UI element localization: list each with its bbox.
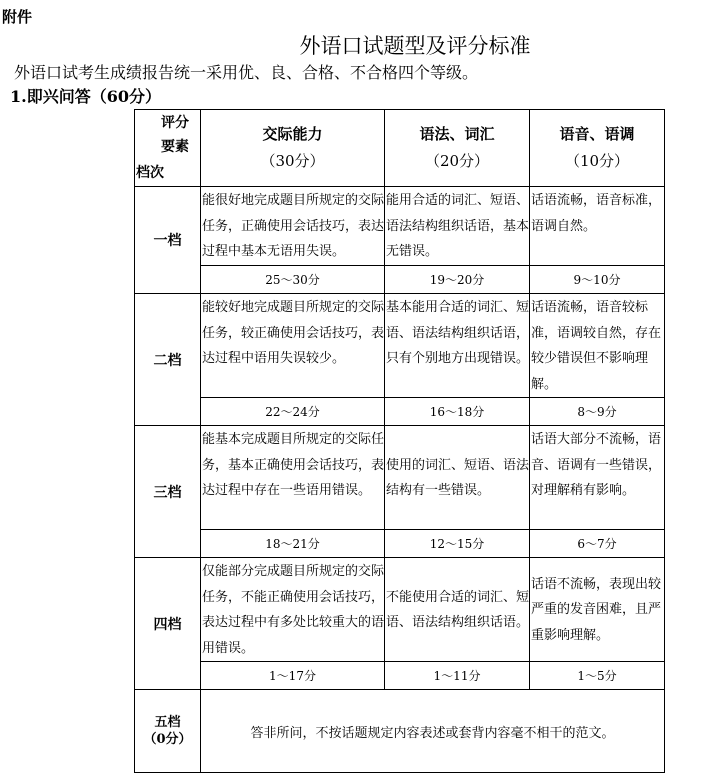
score-range: 22～24分 bbox=[201, 398, 385, 426]
level-5-cell bbox=[135, 690, 201, 773]
score-range: 25～30分 bbox=[201, 266, 385, 294]
criteria-cell: 话语不流畅，表现出较严重的发音困难，且严重影响理解。 bbox=[530, 558, 665, 662]
score-row bbox=[135, 662, 665, 690]
table-row bbox=[135, 690, 665, 773]
criteria-cell: 能较好地完成题目所规定的交际任务，较正确使用会话技巧，表达过程中语用失误较少。 bbox=[201, 294, 385, 398]
level-5-description: 答非所问，不按话题规定内容表述或套背内容毫不相干的范文。 bbox=[201, 690, 665, 773]
column-header-name: 语音、语调 bbox=[559, 125, 635, 143]
section-heading: 1.即兴问答（60分） bbox=[10, 87, 161, 106]
column-header-points: （30分） bbox=[260, 152, 325, 170]
column-header-points: （20分） bbox=[424, 152, 490, 170]
criteria-cell: 话语流畅，语音标准，语调自然。 bbox=[530, 187, 665, 266]
criteria-cell: 基本能用合适的词汇、短语、语法结构组织话语，只有个别地方出现错误。 bbox=[385, 294, 530, 398]
score-row bbox=[135, 398, 665, 426]
corner-label-level: 档次 bbox=[136, 165, 164, 181]
score-range: 16～18分 bbox=[385, 398, 530, 426]
score-range: 12～15分 bbox=[385, 530, 530, 558]
criteria-cell: 使用的词汇、短语、语法结构有一些错误。 bbox=[385, 426, 530, 530]
table-row bbox=[135, 426, 665, 530]
score-range: 18～21分 bbox=[201, 530, 385, 558]
level-label: 四档 bbox=[135, 558, 201, 690]
column-header-grammar bbox=[385, 110, 530, 187]
intro-text: 外语口试考生成绩报告统一采用优、良、合格、不合格四个等级。 bbox=[14, 63, 479, 82]
attachment-label: 附件 bbox=[2, 8, 33, 26]
column-header-pronunciation bbox=[530, 110, 665, 187]
criteria-cell: 仅能部分完成题目所规定的交际任务，不能正确使用会话技巧，表达过程中有多处比较重大的语用错误。 bbox=[201, 558, 385, 662]
column-header-name: 语法、词汇 bbox=[419, 125, 495, 143]
criteria-cell: 话语大部分不流畅，语音、语调有一些错误，对理解稍有影响。 bbox=[530, 426, 665, 530]
scoring-table bbox=[134, 109, 665, 773]
level-label: 二档 bbox=[135, 294, 201, 426]
page-title: 外语口试题型及评分标准 bbox=[299, 34, 531, 58]
criteria-cell: 能用合适的词汇、短语、语法结构组织话语，基本无错误。 bbox=[385, 187, 530, 266]
table-row bbox=[135, 558, 665, 662]
score-range: 1～5分 bbox=[530, 662, 665, 690]
score-range: 1～11分 bbox=[385, 662, 530, 690]
level-points: （0分） bbox=[143, 732, 192, 747]
criteria-cell: 不能使用合适的词汇、短语、语法结构组织话语。 bbox=[385, 558, 530, 662]
score-range: 8～9分 bbox=[530, 398, 665, 426]
corner-cell bbox=[135, 110, 201, 187]
score-row bbox=[135, 266, 665, 294]
corner-label-score: 评分 bbox=[161, 115, 189, 131]
score-range: 9～10分 bbox=[530, 266, 665, 294]
score-range: 1～17分 bbox=[201, 662, 385, 690]
score-range: 19～20分 bbox=[385, 266, 530, 294]
criteria-cell: 能很好地完成题目所规定的交际任务，正确使用会话技巧，表达过程中基本无语用失误。 bbox=[201, 187, 385, 266]
table-row bbox=[135, 294, 665, 398]
score-row bbox=[135, 530, 665, 558]
column-header-points: （10分） bbox=[564, 152, 630, 170]
table-header-row bbox=[135, 110, 665, 187]
level-label: 一档 bbox=[135, 187, 201, 294]
column-header-name: 交际能力 bbox=[262, 125, 323, 143]
level-label: 三档 bbox=[135, 426, 201, 558]
column-header-communication bbox=[201, 110, 385, 187]
score-range: 6～7分 bbox=[530, 530, 665, 558]
table-row bbox=[135, 187, 665, 266]
criteria-cell: 能基本完成题目所规定的交际任务，基本正确使用会话技巧，表达过程中存在一些语用错误。 bbox=[201, 426, 385, 530]
corner-label-element: 要素 bbox=[161, 139, 189, 155]
level-label: 五档 bbox=[154, 715, 181, 730]
criteria-cell: 话语流畅，语音较标准，语调较自然，存在较少错误但不影响理解。 bbox=[530, 294, 665, 398]
